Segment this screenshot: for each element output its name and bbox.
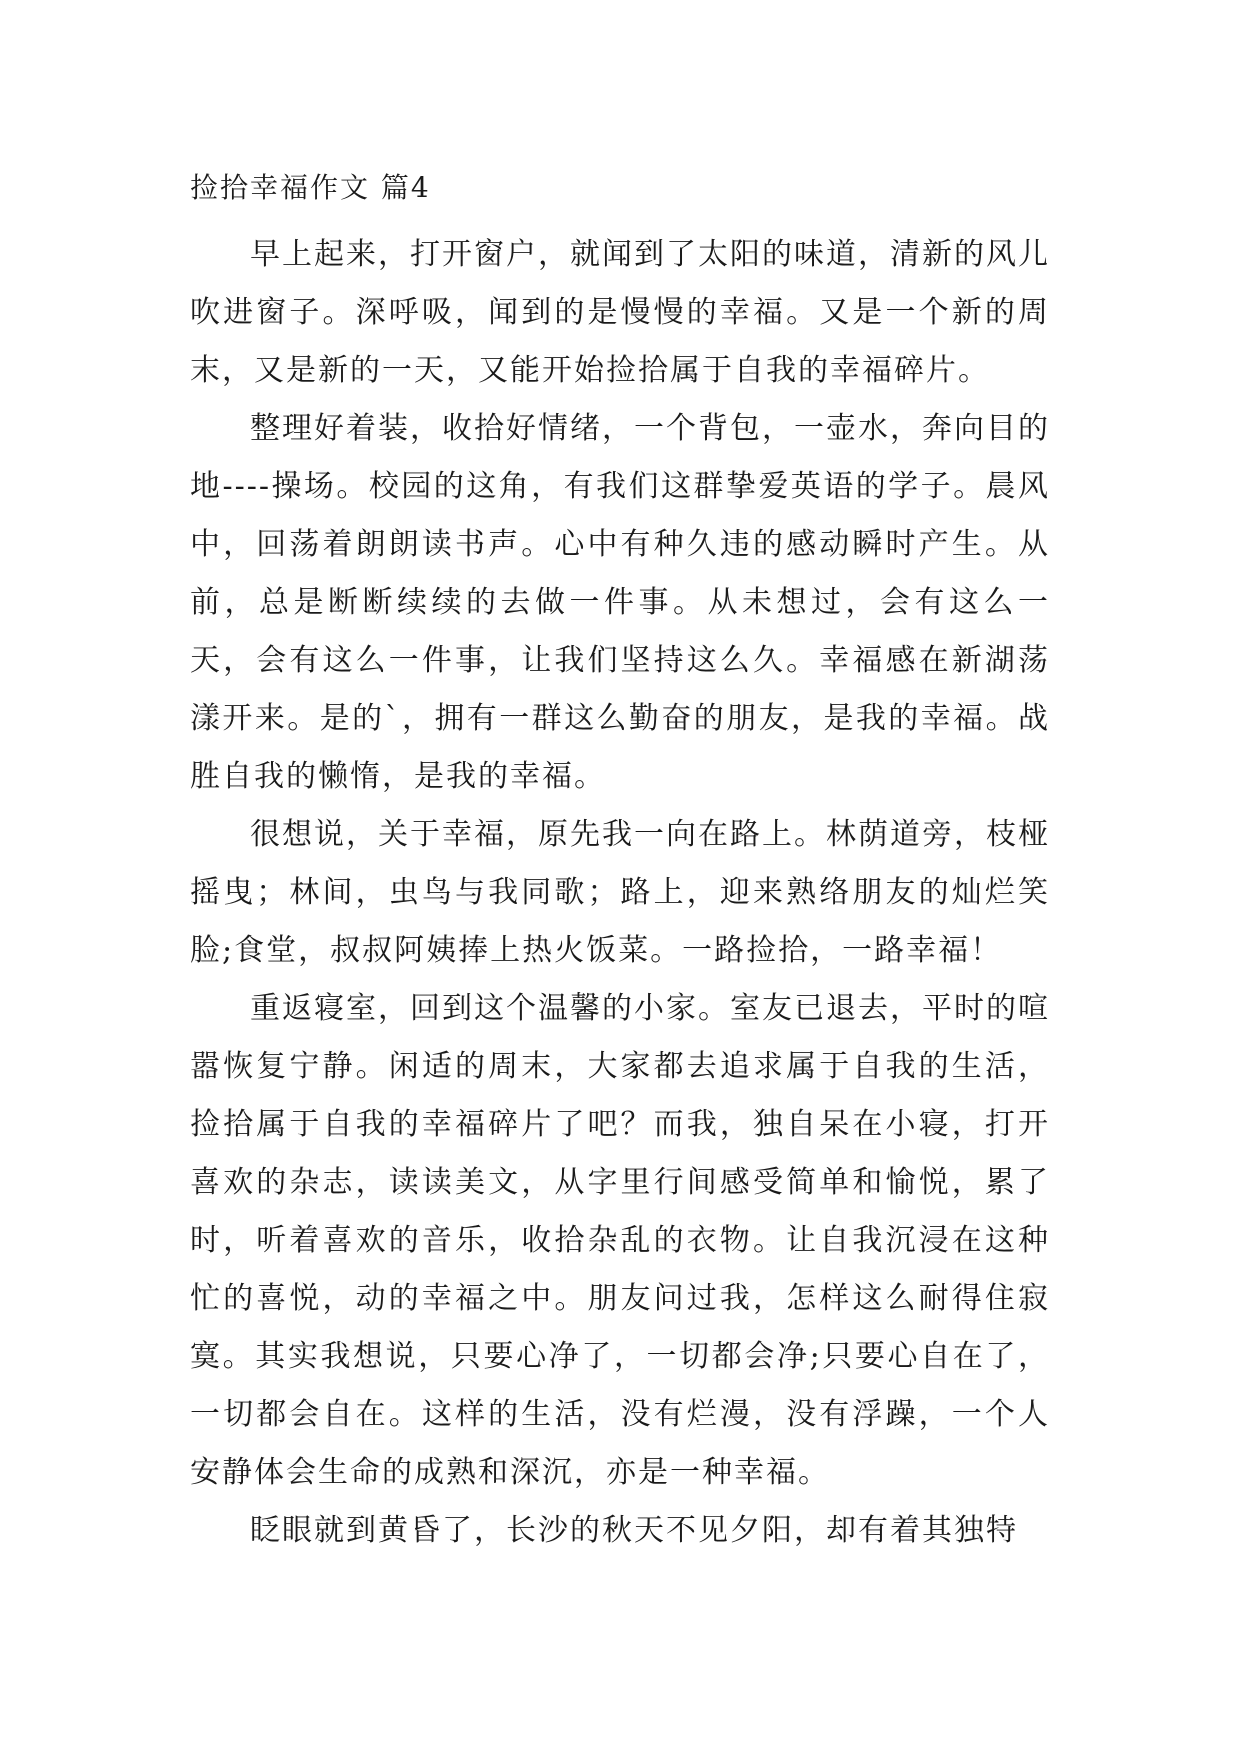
paragraph-2: 整理好着装，收拾好情绪，一个背包，一壶水，奔向目的地----操场。校园的这角，有我们这群挚爱英语的学子。晨风中，回荡着朗朗读书声。心中有种久违的感动瞬时产生。从前，总是断断续续的去做一件事。从未想过，会有这么一天，会有这么一件事，让我们坚持这么久。幸福感在新湖荡漾开来。是的`，拥有一群这么勤奋的朋友，是我的幸福。战胜自我的懒惰，是我的幸福。 [190, 411, 1050, 794]
article-body [190, 160, 1050, 1560]
article-title: 捡拾幸福作文 篇4 [190, 171, 431, 204]
paragraph-3: 很想说，关于幸福，原先我一向在路上。林荫道旁，枝桠摇曳；林间，虫鸟与我同歌；路上，迎来熟络朋友的灿烂笑脸;食堂，叔叔阿姨捧上热火饭菜。一路捡拾，一路幸福！ [190, 817, 1050, 968]
paragraph-1: 早上起来，打开窗户，就闻到了太阳的味道，清新的风儿吹进窗子。深呼吸，闻到的是慢慢的幸福。又是一个新的周末，又是新的一天，又能开始捡拾属于自我的幸福碎片。 [190, 237, 1050, 388]
paragraph-5: 眨眼就到黄昏了，长沙的秋天不见夕阳，却有着其独特 [250, 1513, 1018, 1548]
paragraph-4: 重返寝室，回到这个温馨的小家。室友已退去，平时的喧嚣恢复宁静。闲适的周末，大家都去追求属于自我的生活，捡拾属于自我的幸福碎片了吧？而我，独自呆在小寝，打开喜欢的杂志，读读美文，从字里行间感受简单和愉悦，累了时，听着喜欢的音乐，收拾杂乱的衣物。让自我沉浸在这种忙的喜悦，动的幸福之中。朋友问过我，怎样这么耐得住寂寞。其实我想说，只要心净了，一切都会净;只要心自在了，一切都会自在。这样的生活，没有烂漫，没有浮躁，一个人安静体会生命的成熟和深沉，亦是一种幸福。 [190, 991, 1050, 1490]
